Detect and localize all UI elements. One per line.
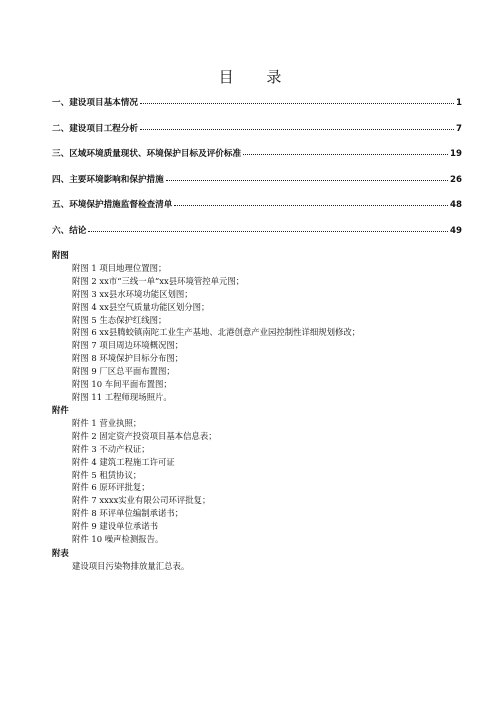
figure-list-item: 附图 10 车间平面布置图； <box>72 379 172 390</box>
toc-entry[interactable] <box>52 147 462 173</box>
figure-list-item: 附图 4 xx县空气质量功能区划分图； <box>72 301 210 312</box>
toc-leader-dots <box>140 102 454 104</box>
figure-list-item: 附图 1 项目地理位置图； <box>72 263 167 273</box>
figure-list-item: 附图 2 xx市“三线一单”xx县环境管控单元图； <box>72 275 245 286</box>
attachment-list-item: 附件 6 原环评批复； <box>72 482 150 493</box>
attachment-list-item: 附件 8 环评单位编制承诺书； <box>72 508 184 519</box>
attachment-list-item: 附件 9 建设单位承诺书 <box>72 521 159 532</box>
toc-entry[interactable] <box>52 122 462 148</box>
toc-leader-dots <box>174 204 448 206</box>
table-of-contents <box>52 96 462 250</box>
toc-entry-label: 六、结论 <box>52 225 87 236</box>
toc-leader-dots <box>88 230 448 232</box>
figure-list-item: 附图 5 生态保护红线图； <box>72 314 167 325</box>
toc-leader-dots <box>166 179 448 181</box>
figure-list-item: 附图 11 工程师现场照片。 <box>72 391 172 402</box>
toc-entry[interactable] <box>52 173 462 199</box>
figure-list-item: 附图 8 环境保护目标分布图； <box>72 353 184 364</box>
toc-entry-page: 26 <box>450 174 462 185</box>
toc-entry-page: 19 <box>450 149 462 160</box>
page-title: 目 录 <box>218 68 296 86</box>
figure-list-item: 附图 9 厂区总平面布置图； <box>72 366 175 377</box>
toc-leader-dots <box>243 153 448 155</box>
figures-heading: 附图 <box>52 250 69 260</box>
tables-heading: 附表 <box>52 548 69 558</box>
toc-entry[interactable] <box>52 198 462 224</box>
attachments-heading: 附件 <box>52 405 69 415</box>
toc-entry-page: 1 <box>456 98 462 108</box>
toc-entry[interactable] <box>52 224 462 250</box>
toc-entry-page: 49 <box>450 225 462 236</box>
toc-entry-page: 48 <box>450 200 462 211</box>
attachment-list-item: 附件 3 不动产权证； <box>72 443 150 454</box>
toc-entry-page: 7 <box>456 123 462 134</box>
attachment-list-item: 附件 7 xxxx实业有限公司环评批复； <box>72 495 211 506</box>
table-list-item: 建设项目污染物排放量汇总表。 <box>72 561 190 571</box>
toc-entry-label: 二、建设项目工程分析 <box>52 123 138 134</box>
figures-list <box>72 262 360 404</box>
toc-entry-label: 一、建设项目基本情况 <box>52 98 138 108</box>
toc-leader-dots <box>140 128 454 130</box>
figure-list-item: 附图 3 xx县水环境功能区划图； <box>72 288 193 299</box>
attachment-list-item: 附件 5 租赁协议； <box>72 469 142 480</box>
toc-entry-label: 三、区域环境质量现状、环境保护目标及评价标准 <box>52 149 242 160</box>
attachment-list-item: 附件 2 固定资产投资项目基本信息表； <box>72 430 217 441</box>
toc-entry-label: 四、主要环境影响和保护措施 <box>52 174 164 185</box>
attachment-list-item: 附件 1 营业执照； <box>72 418 142 428</box>
tables-list <box>72 560 189 573</box>
figure-list-item: 附图 7 项目周边环境概况图； <box>72 340 184 351</box>
attachment-list-item: 附件 4 建筑工程施工许可证 <box>72 456 175 467</box>
figure-list-item: 附图 6 xx县腾蛟镇南陀工业生产基地、北港创意产业园控制性详细规划修改； <box>72 327 361 338</box>
toc-entry-label: 五、环境保护措施监督检查清单 <box>52 200 173 211</box>
toc-entry[interactable] <box>52 96 462 122</box>
attachments-list <box>72 417 217 546</box>
attachment-list-item: 附件 10 噪声检测报告。 <box>72 534 164 545</box>
